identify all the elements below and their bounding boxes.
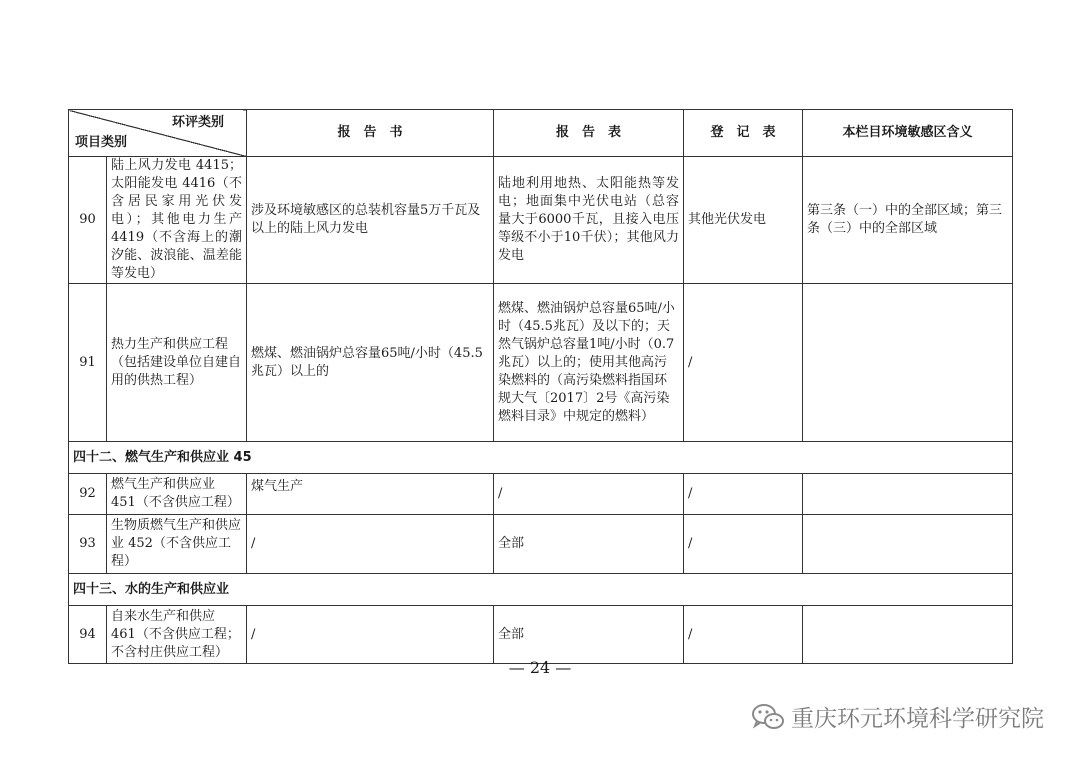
register-cell: 其他光伏发电 xyxy=(684,157,803,284)
register-cell: / xyxy=(684,606,803,664)
row-number: 94 xyxy=(69,606,107,664)
header-sensitive-area: 本栏目环境敏感区含义 xyxy=(803,110,1013,157)
row-number: 90 xyxy=(69,157,107,284)
sensitive-area-cell: 第三条（一）中的全部区域；第三条（三）中的全部区域 xyxy=(803,157,1013,284)
table-row xyxy=(69,284,1013,442)
table-row xyxy=(69,606,1013,664)
page-number: — 24 — xyxy=(508,658,572,677)
project-category: 热力生产和供应工程（包括建设单位自建自用的供热工程） xyxy=(107,284,247,442)
environmental-classification-table xyxy=(68,109,1013,664)
sensitive-area-cell xyxy=(803,606,1013,664)
header-report-book: 报 告 书 xyxy=(247,110,494,157)
header-project-category: 项目类别 xyxy=(75,135,128,150)
report-book-cell: 燃煤、燃油锅炉总容量65吨/小时（45.5兆瓦）以上的 xyxy=(247,284,494,442)
sensitive-area-cell xyxy=(803,474,1013,515)
table-row xyxy=(69,474,1013,515)
header-row xyxy=(69,110,1013,157)
section-row xyxy=(69,574,1013,606)
report-book-cell: / xyxy=(247,606,494,664)
report-table-cell: 陆地利用地热、太阳能热等发电；地面集中光伏电站（总容量大于6000千瓦，且接入电压等级不小于10千伏）；其他风力发电 xyxy=(494,157,684,284)
diagonal-header-cell xyxy=(69,110,247,157)
wechat-icon xyxy=(751,702,785,732)
register-cell: / xyxy=(684,284,803,442)
register-cell: / xyxy=(684,515,803,574)
row-number: 92 xyxy=(69,474,107,515)
register-cell: / xyxy=(684,474,803,515)
project-category: 燃气生产和供应业 451（不含供应工程） xyxy=(107,474,247,515)
table-row xyxy=(69,515,1013,574)
row-number: 91 xyxy=(69,284,107,442)
watermark xyxy=(751,700,1044,733)
header-eia-category: 环评类别 xyxy=(171,115,224,130)
section-title: 四十三、水的生产和供应业 xyxy=(69,574,1013,606)
table-row xyxy=(69,157,1013,284)
watermark-text: 重庆环元环境科学研究院 xyxy=(791,706,1044,732)
project-category: 自来水生产和供应 461（不含供应工程；不含村庄供应工程） xyxy=(107,606,247,664)
report-book-cell: 煤气生产 xyxy=(247,474,494,515)
report-table-cell: 全部 xyxy=(494,606,684,664)
report-book-cell: 涉及环境敏感区的总装机容量5万千瓦及以上的陆上风力发电 xyxy=(247,157,494,284)
report-book-cell: / xyxy=(247,515,494,574)
section-title: 四十二、燃气生产和供应业 45 xyxy=(69,442,1013,474)
header-register: 登 记 表 xyxy=(684,110,803,157)
sensitive-area-cell xyxy=(803,284,1013,442)
header-report-table: 报 告 表 xyxy=(494,110,684,157)
report-table-cell: 燃煤、燃油锅炉总容量65吨/小时（45.5兆瓦）及以下的；天然气锅炉总容量1吨/小时（0.7兆瓦）以上的；使用其他高污染燃料的（高污染燃料指国环规大气〔2017〕2号《高污染燃料目录》中规定的燃料） xyxy=(494,284,684,442)
report-table-cell: 全部 xyxy=(494,515,684,574)
sensitive-area-cell xyxy=(803,515,1013,574)
project-category: 陆上风力发电 4415；太阳能发电 4416（不含居民家用光伏发电）；其他电力生产 4419（不含海上的潮汐能、波浪能、温差能等发电） xyxy=(107,157,247,284)
report-table-cell: / xyxy=(494,474,684,515)
project-category: 生物质燃气生产和供应业 452（不含供应工程） xyxy=(107,515,247,574)
section-row xyxy=(69,442,1013,474)
row-number: 93 xyxy=(69,515,107,574)
